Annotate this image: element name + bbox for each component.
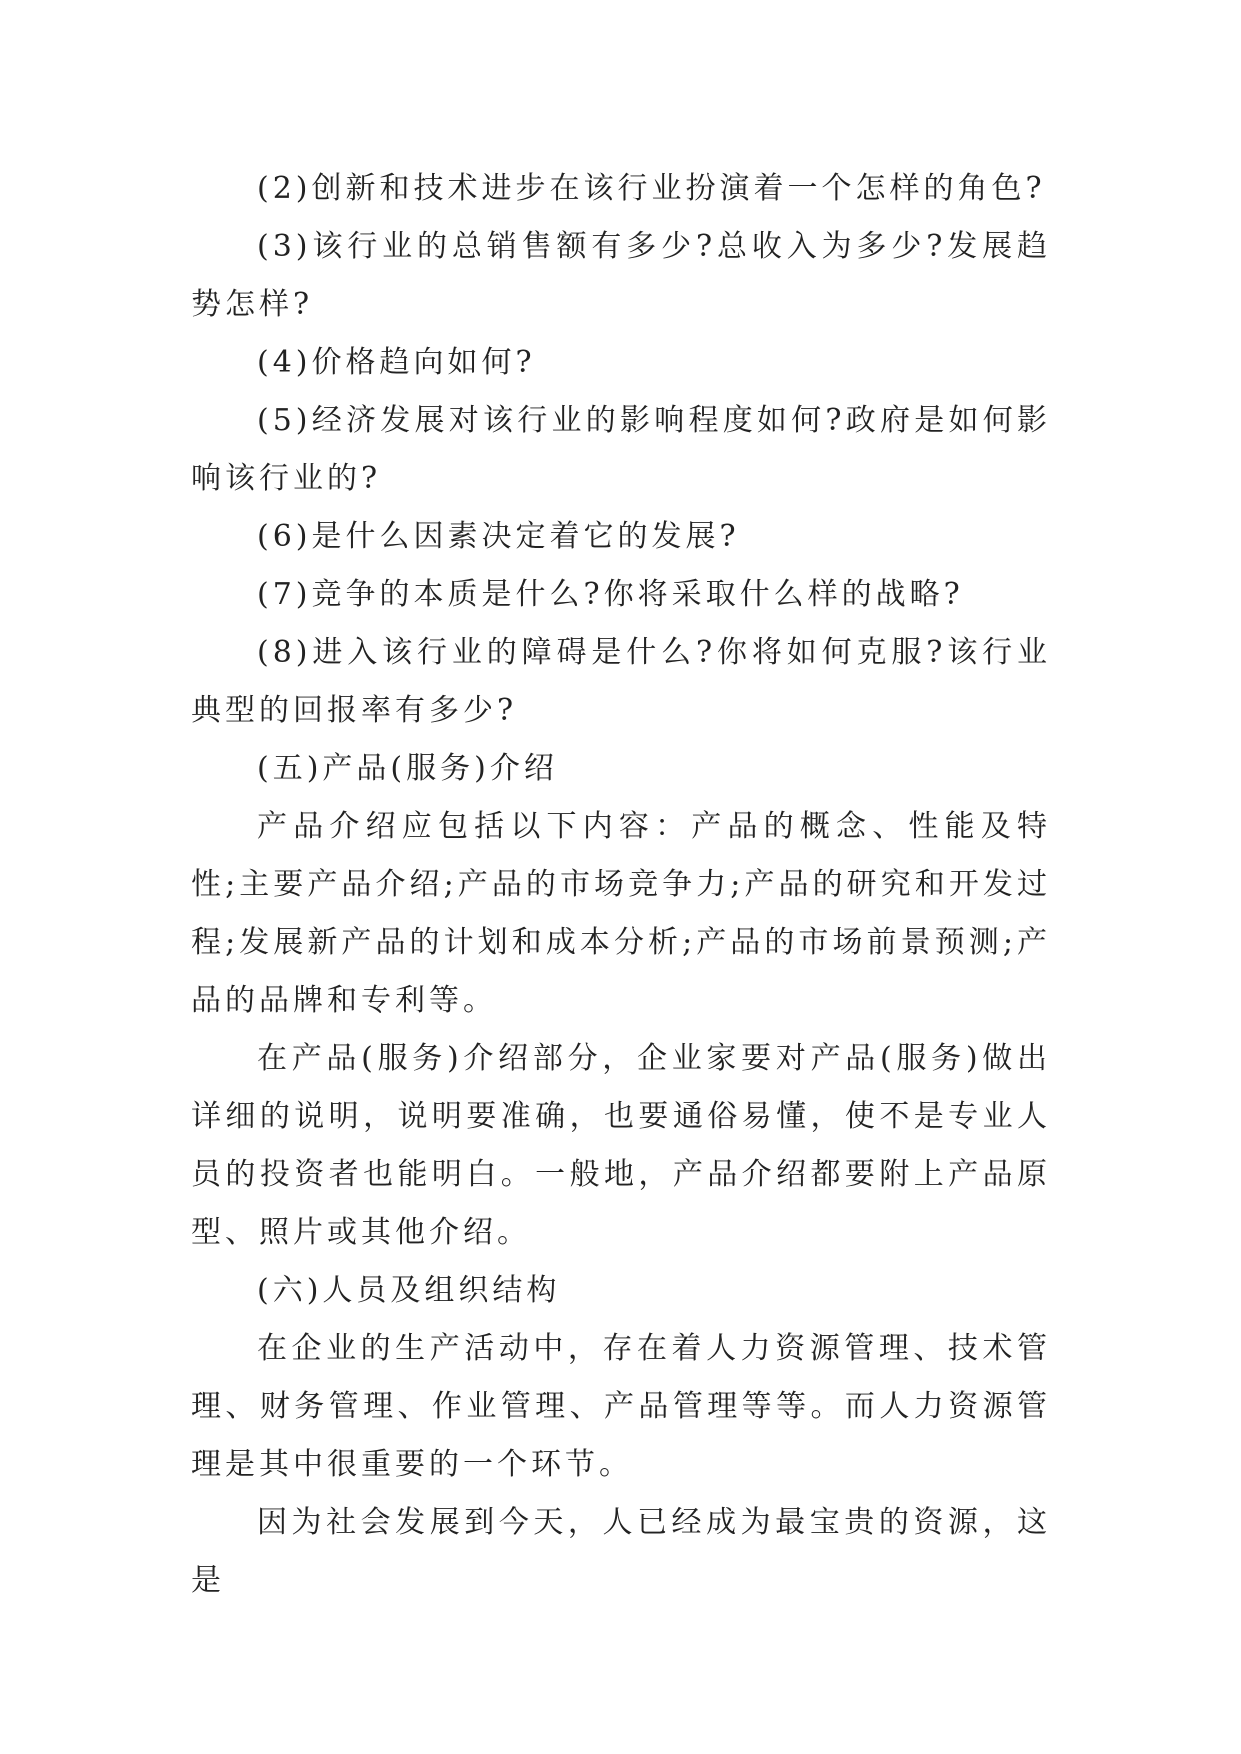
section-heading-product: (五)产品(服务)介绍 — [257, 751, 558, 786]
paragraph-item-5: (5)经济发展对该行业的影响程度如何?政府是如何影响该行业的? — [191, 403, 1051, 496]
paragraph-item-3: (3)该行业的总销售额有多少?总收入为多少?发展趋势怎样? — [191, 229, 1051, 322]
document-body — [191, 160, 1051, 1610]
section-heading-personnel: (六)人员及组织结构 — [257, 1273, 561, 1308]
paragraph-personnel-management: 在企业的生产活动中，存在着人力资源管理、技术管理、财务管理、作业管理、产品管理等等。而人力资源管理是其中很重要的一个环节。 — [191, 1331, 1051, 1482]
paragraph-item-4: (4)价格趋向如何? — [257, 345, 536, 380]
paragraph-product-description: 在产品(服务)介绍部分，企业家要对产品(服务)做出详细的说明，说明要准确，也要通俗易懂，使不是专业人员的投资者也能明白。一般地，产品介绍都要附上产品原型、照片或其他介绍。 — [191, 1041, 1051, 1250]
paragraph-item-2: (2)创新和技术进步在该行业扮演着一个怎样的角色? — [257, 171, 1046, 206]
paragraph-item-7: (7)竞争的本质是什么?你将采取什么样的战略? — [257, 577, 964, 612]
paragraph-item-6: (6)是什么因素决定着它的发展? — [257, 519, 740, 554]
paragraph-product-content: 产品介绍应包括以下内容：产品的概念、性能及特性;主要产品介绍;产品的市场竞争力;产品的研究和开发过程;发展新产品的计划和成本分析;产品的市场前景预测;产品的品牌和专利等。 — [191, 809, 1051, 1018]
paragraph-item-8: (8)进入该行业的障碍是什么?你将如何克服?该行业典型的回报率有多少? — [191, 635, 1051, 728]
paragraph-people-resource: 因为社会发展到今天，人已经成为最宝贵的资源，这是 — [191, 1505, 1051, 1598]
